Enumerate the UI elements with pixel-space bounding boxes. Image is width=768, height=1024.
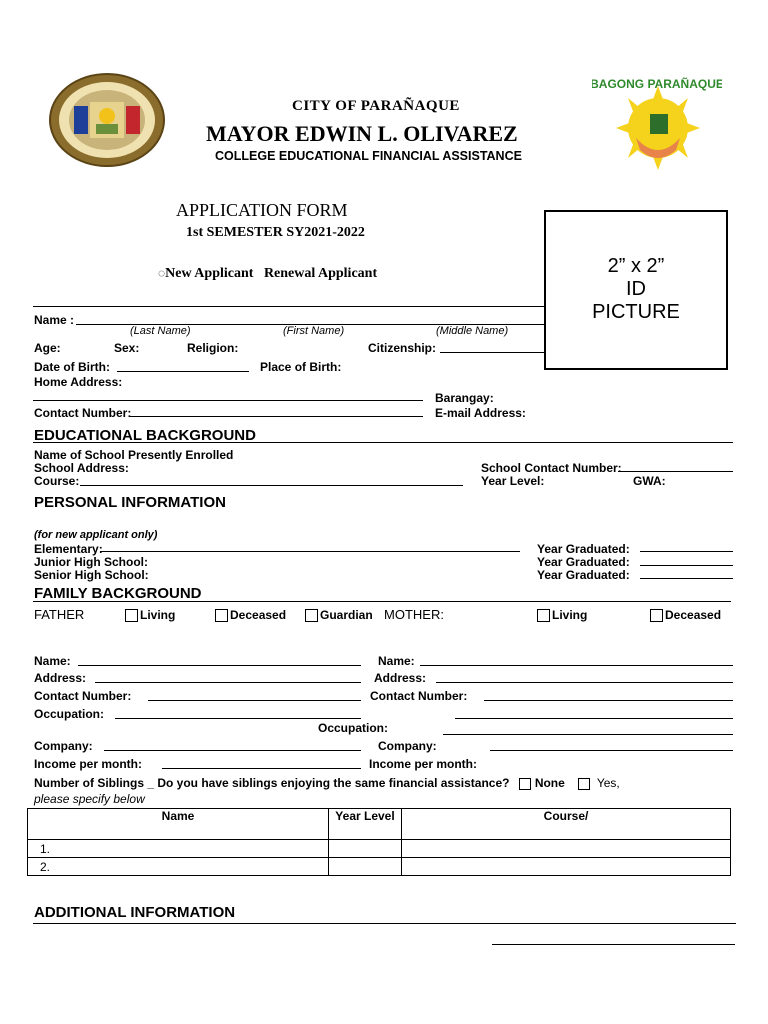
new-applicant-note: (for new applicant only)	[34, 529, 158, 541]
father-name-label: Name:	[34, 654, 71, 668]
bagong-paranaque-logo	[592, 66, 722, 182]
mother-occupation-label: Occupation:	[318, 721, 389, 735]
school-address-label: School Address:	[34, 461, 129, 475]
senior-high-label: Senior High School:	[34, 568, 149, 582]
pob-label: Place of Birth:	[260, 360, 342, 374]
father-company-label: Company:	[34, 739, 93, 753]
living-label: Living	[140, 608, 176, 622]
school-contact-field[interactable]	[618, 471, 733, 472]
father-deceased-option[interactable]	[215, 608, 286, 622]
checkbox-icon[interactable]	[215, 609, 228, 622]
siblings-table	[27, 808, 731, 876]
id-picture-box	[544, 210, 728, 370]
year-graduated-shs-label: Year Graduated:	[537, 568, 630, 582]
table-header-row	[28, 809, 731, 840]
applicant-type-radio[interactable]	[158, 266, 377, 282]
course-field[interactable]	[80, 485, 463, 486]
year-graduated-shs-field[interactable]	[640, 578, 733, 579]
guardian-option[interactable]	[305, 608, 373, 622]
age-label: Age:	[34, 341, 61, 355]
citizenship-label: Citizenship:	[368, 341, 436, 355]
none-checkbox[interactable]	[519, 778, 531, 790]
radio-icon[interactable]: ◌	[158, 266, 166, 280]
personal-heading: PERSONAL INFORMATION	[34, 494, 226, 511]
course-cell[interactable]	[402, 858, 731, 876]
mother-income-label: Income per month:	[369, 757, 478, 771]
none-label: None	[534, 776, 565, 790]
dob-field[interactable]	[117, 371, 249, 372]
specify-note: please specify below	[34, 792, 145, 806]
row-number[interactable]: 1.	[28, 840, 329, 858]
year-graduated-elem-label: Year Graduated:	[537, 542, 630, 556]
semester: 1st SEMESTER SY2021-2022	[186, 225, 365, 240]
photo-picture: PICTURE	[592, 301, 680, 323]
first-name-hint: (First Name)	[283, 325, 345, 337]
mother-name-field[interactable]	[420, 665, 733, 666]
sex-label: Sex:	[114, 341, 140, 355]
mother-label: MOTHER:	[384, 607, 444, 622]
city-name: CITY OF PARAÑAQUE	[292, 98, 460, 114]
mayor-name: MAYOR EDWIN L. OLIVAREZ	[206, 121, 518, 146]
deceased-label: Deceased	[230, 608, 287, 622]
father-occupation-field[interactable]	[115, 718, 361, 719]
yes-label: Yes,	[596, 776, 620, 790]
mother-address-label: Address:	[374, 671, 427, 685]
logo-text: BAGONG PARAÑAQUE	[592, 77, 722, 91]
checkbox-icon[interactable]	[305, 609, 318, 622]
city-seal	[48, 72, 166, 168]
checkbox-icon[interactable]	[537, 609, 550, 622]
living-label: Living	[552, 608, 588, 622]
year-graduated-elem-field[interactable]	[640, 551, 733, 552]
school-contact-label: School Contact Number:	[481, 461, 622, 475]
mother-name-label: Name:	[378, 654, 415, 668]
father-occupation-label: Occupation:	[34, 707, 105, 721]
mother-company-label: Company:	[378, 739, 437, 753]
elementary-field[interactable]	[100, 551, 520, 552]
elementary-label: Elementary:	[34, 542, 103, 556]
year-level-cell[interactable]	[329, 858, 402, 876]
father-living-option[interactable]	[125, 608, 175, 622]
additional-heading: ADDITIONAL INFORMATION	[34, 904, 236, 921]
contact-number-field[interactable]	[130, 416, 423, 417]
junior-high-label: Junior High School:	[34, 555, 148, 569]
father-address-label: Address:	[34, 671, 87, 685]
row-number[interactable]: 2.	[28, 858, 329, 876]
family-heading: FAMILY BACKGROUND	[34, 585, 202, 602]
mother-occupation-field[interactable]	[443, 734, 733, 735]
form-title: APPLICATION FORM	[176, 200, 348, 220]
table-row	[28, 840, 731, 858]
name-label: Name :	[34, 313, 75, 327]
home-address-label: Home Address:	[34, 375, 123, 389]
mother-company-field[interactable]	[490, 750, 733, 751]
father-company-field[interactable]	[104, 750, 361, 751]
new-applicant-option[interactable]: New Applicant	[165, 266, 254, 281]
year-level-label: Year Level:	[481, 474, 545, 488]
father-label: FATHER	[34, 607, 85, 622]
middle-name-hint: (Middle Name)	[436, 325, 509, 337]
dob-label: Date of Birth:	[34, 360, 110, 374]
guardian-label: Guardian	[320, 608, 373, 622]
table-row	[28, 858, 731, 876]
school-name-label: Name of School Presently Enrolled	[34, 448, 234, 462]
checkbox-icon[interactable]	[650, 609, 663, 622]
course-label: Course:	[34, 474, 80, 488]
renewal-applicant-option[interactable]: Renewal Applicant	[263, 266, 378, 281]
year-graduated-jhs-label: Year Graduated:	[537, 555, 630, 569]
column-year-level: Year Level	[329, 809, 402, 840]
father-address-field[interactable]	[95, 682, 361, 683]
citizenship-field[interactable]	[440, 352, 544, 353]
mother-address-field[interactable]	[436, 682, 733, 683]
deceased-label: Deceased	[665, 608, 722, 622]
father-income-label: Income per month:	[34, 757, 143, 771]
home-address-field[interactable]	[33, 400, 423, 401]
photo-id: ID	[626, 278, 646, 300]
checkbox-icon[interactable]	[125, 609, 138, 622]
column-name: Name	[28, 809, 329, 840]
year-graduated-jhs-field[interactable]	[640, 565, 733, 566]
educational-heading: EDUCATIONAL BACKGROUND	[34, 427, 256, 444]
photo-size: 2” x 2”	[607, 255, 665, 277]
gwa-label: GWA:	[633, 474, 666, 488]
barangay-label: Barangay:	[435, 391, 494, 405]
siblings-question-text: Number of Siblings _ Do you have siblings enjoying the same financial assistance?	[34, 776, 510, 790]
mother-contact-field[interactable]	[484, 700, 733, 701]
course-cell[interactable]	[402, 840, 731, 858]
mother-living-option[interactable]	[537, 608, 587, 622]
year-level-cell[interactable]	[329, 840, 402, 858]
father-name-field[interactable]	[78, 665, 361, 666]
mother-deceased-option[interactable]	[650, 608, 721, 622]
last-name-hint: (Last Name)	[130, 325, 191, 337]
email-label: E-mail Address:	[435, 406, 526, 420]
siblings-question	[34, 776, 620, 790]
father-income-field[interactable]	[162, 768, 361, 769]
religion-label: Religion:	[187, 341, 239, 355]
column-course: Course/	[402, 809, 731, 840]
program-title: COLLEGE EDUCATIONAL FINANCIAL ASSISTANCE	[215, 149, 522, 163]
additional-field[interactable]	[492, 944, 735, 945]
father-contact-field[interactable]	[148, 700, 361, 701]
contact-number-label: Contact Number:	[34, 406, 132, 420]
mother-occupation-field-top[interactable]	[455, 718, 733, 719]
mother-contact-label: Contact Number:	[370, 689, 468, 703]
yes-checkbox[interactable]	[578, 778, 590, 790]
father-contact-label: Contact Number:	[34, 689, 132, 703]
